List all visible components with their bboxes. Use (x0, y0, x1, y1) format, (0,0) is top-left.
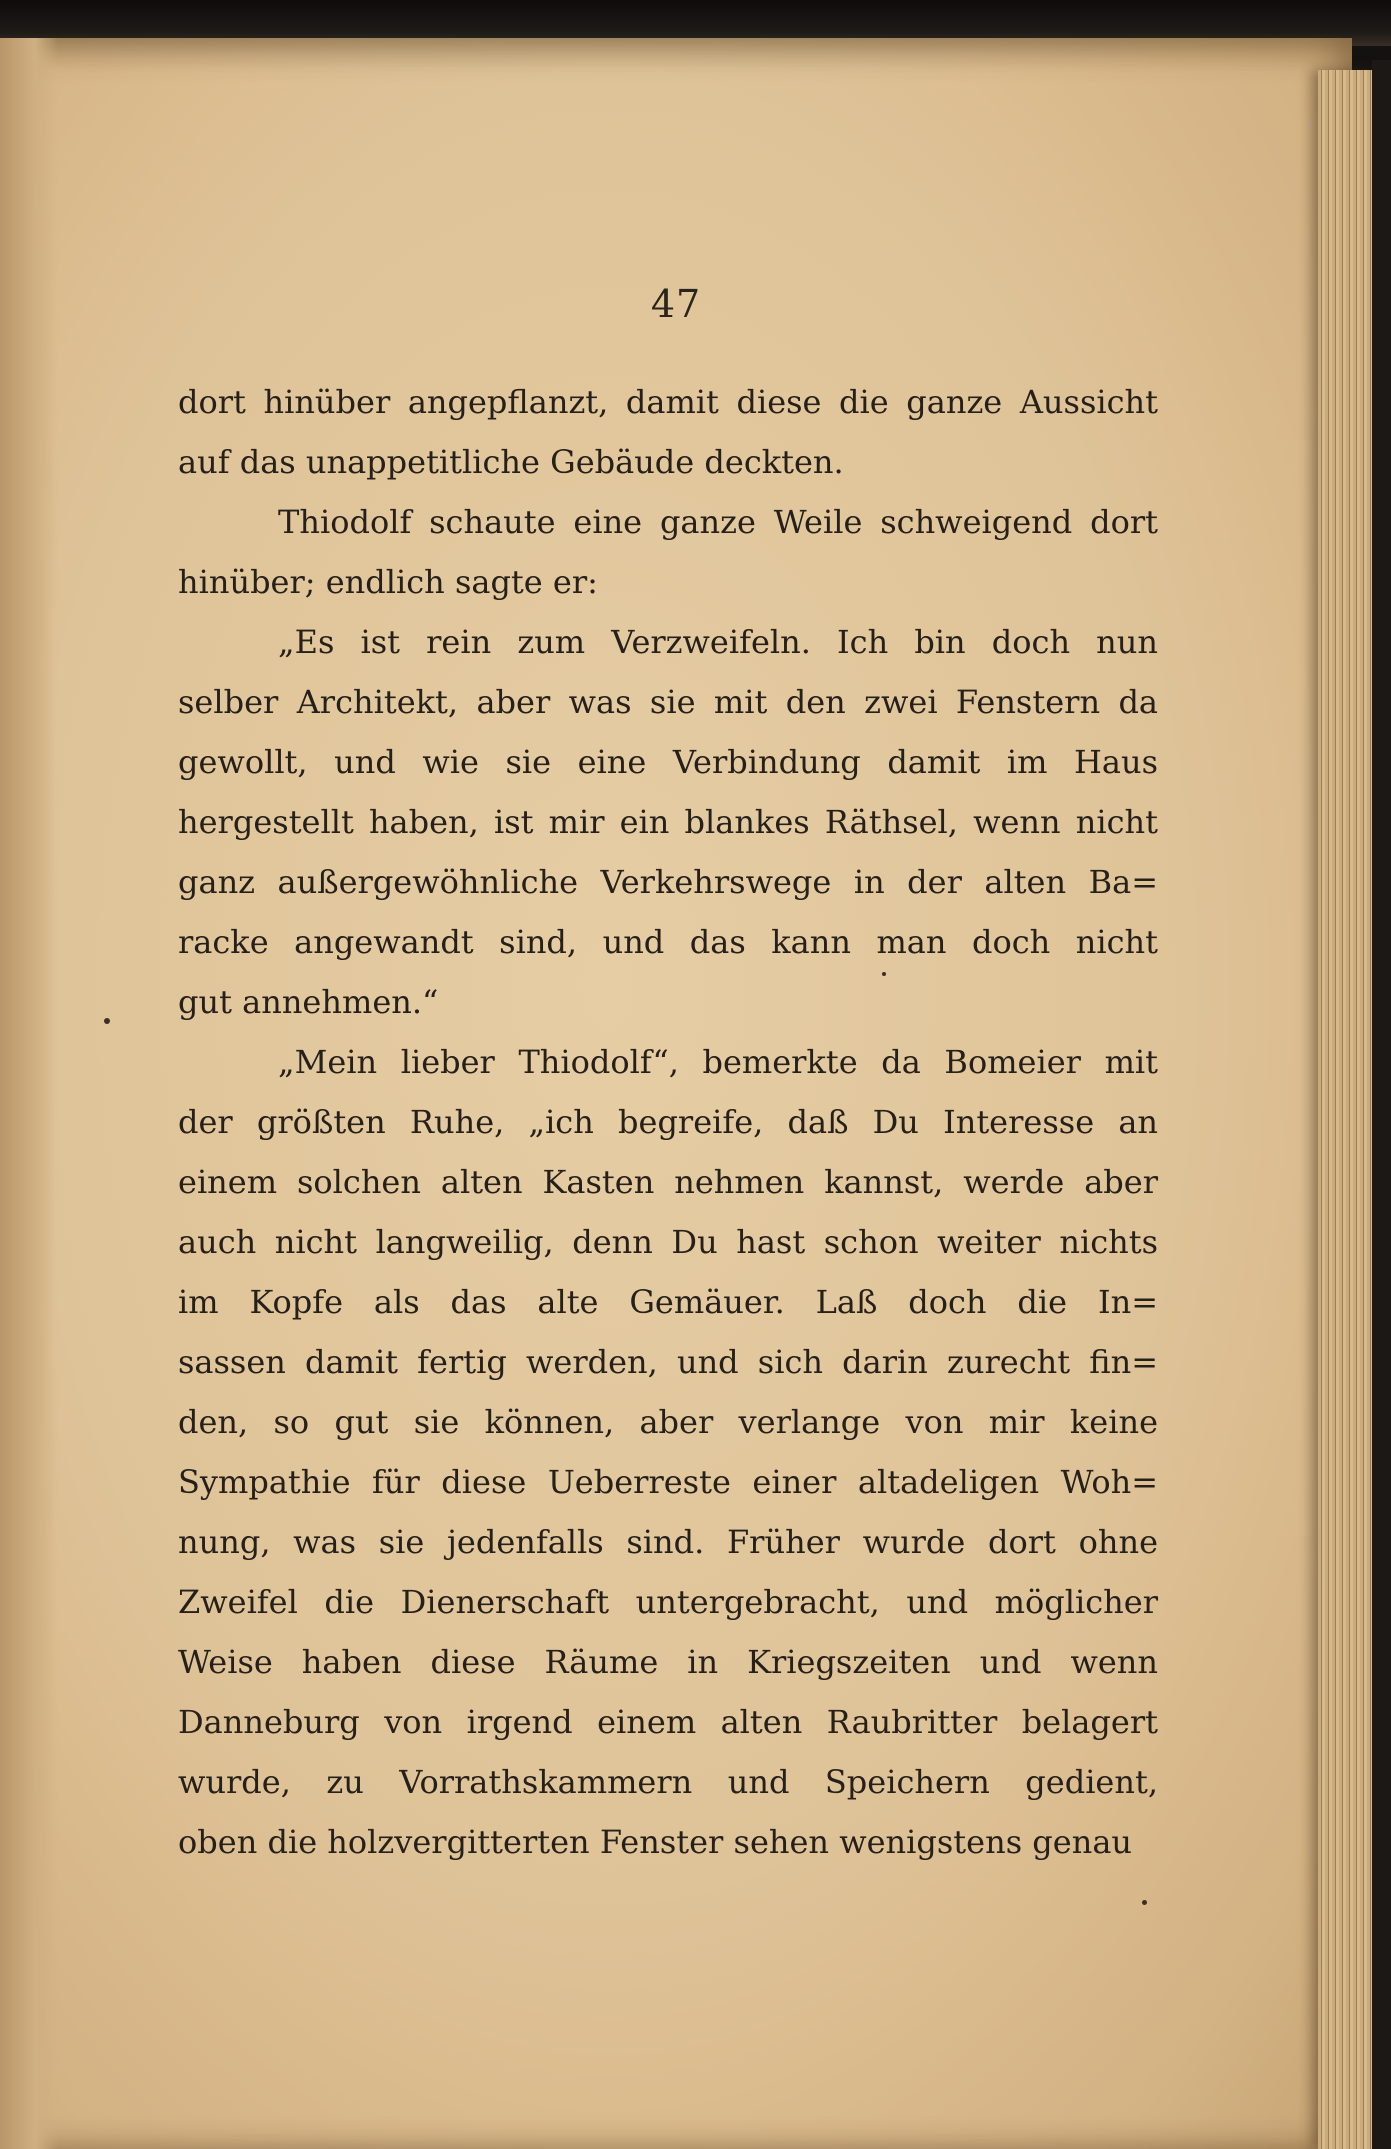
text-line: hinüber; endlich sagte er: (178, 563, 598, 601)
text-line: „Mein lieber Thiodolf“, bemerkte da Bomeier mit (278, 1043, 1158, 1081)
ink-speck (882, 972, 886, 976)
text-line: einem solchen alten Kasten nehmen kannst, werde aber (178, 1163, 1158, 1201)
text-line: oben die holzvergitterten Fenster sehen wenigstens genau (178, 1823, 1132, 1861)
text-line: Zweifel die Dienerschaft untergebracht, und möglicher (178, 1583, 1158, 1621)
text-line: dort hinüber angepflanzt, damit diese die ganze Aussicht (178, 383, 1158, 421)
page-gutter (0, 38, 58, 2149)
text-line: racke angewandt sind, und das kann man doch nicht (178, 923, 1158, 961)
text-line: der größten Ruhe, „ich begreife, daß Du Interesse an (178, 1103, 1158, 1141)
body-text (178, 372, 1158, 1872)
page-number: 47 (650, 282, 702, 326)
text-line: selber Architekt, aber was sie mit den zwei Fenstern da (178, 683, 1158, 721)
text-line: auch nicht langweilig, denn Du hast schon weiter nichts (178, 1223, 1158, 1261)
text-line: Danneburg von irgend einem alten Raubritter belagert (178, 1703, 1158, 1741)
text-line: gewollt, und wie sie eine Verbindung damit im Haus (178, 743, 1158, 781)
text-line: „Es ist rein zum Verzweifeln. Ich bin doch nun (278, 623, 1158, 661)
text-line: sassen damit fertig werden, und sich darin zurecht fin= (178, 1343, 1158, 1381)
ink-speck (104, 1018, 110, 1024)
text-line: hergestellt haben, ist mir ein blankes Räthsel, wenn nicht (178, 803, 1158, 841)
text-line: Weise haben diese Räume in Kriegszeiten und wenn (178, 1643, 1158, 1681)
ink-speck (1142, 1900, 1147, 1905)
text-line: Thiodolf schaute eine ganze Weile schweigend dort (278, 503, 1158, 541)
text-line: ganz außergewöhnliche Verkehrswege in der alten Ba= (178, 863, 1158, 901)
text-line: Sympathie für diese Ueberreste einer altadeligen Woh= (178, 1463, 1158, 1501)
text-line: im Kopfe als das alte Gemäuer. Laß doch die In= (178, 1283, 1158, 1321)
text-line: nung, was sie jedenfalls sind. Früher wurde dort ohne (178, 1523, 1158, 1561)
text-line: den, so gut sie können, aber verlange von mir keine (178, 1403, 1158, 1441)
stacked-page-edges (1318, 70, 1378, 2149)
book-cover-edge (1372, 60, 1391, 2149)
text-line: wurde, zu Vorrathskammern und Speichern gedient, (178, 1763, 1158, 1801)
text-line: auf das unappetitliche Gebäude deckten. (178, 443, 844, 481)
text-line: gut annehmen.“ (178, 983, 439, 1021)
